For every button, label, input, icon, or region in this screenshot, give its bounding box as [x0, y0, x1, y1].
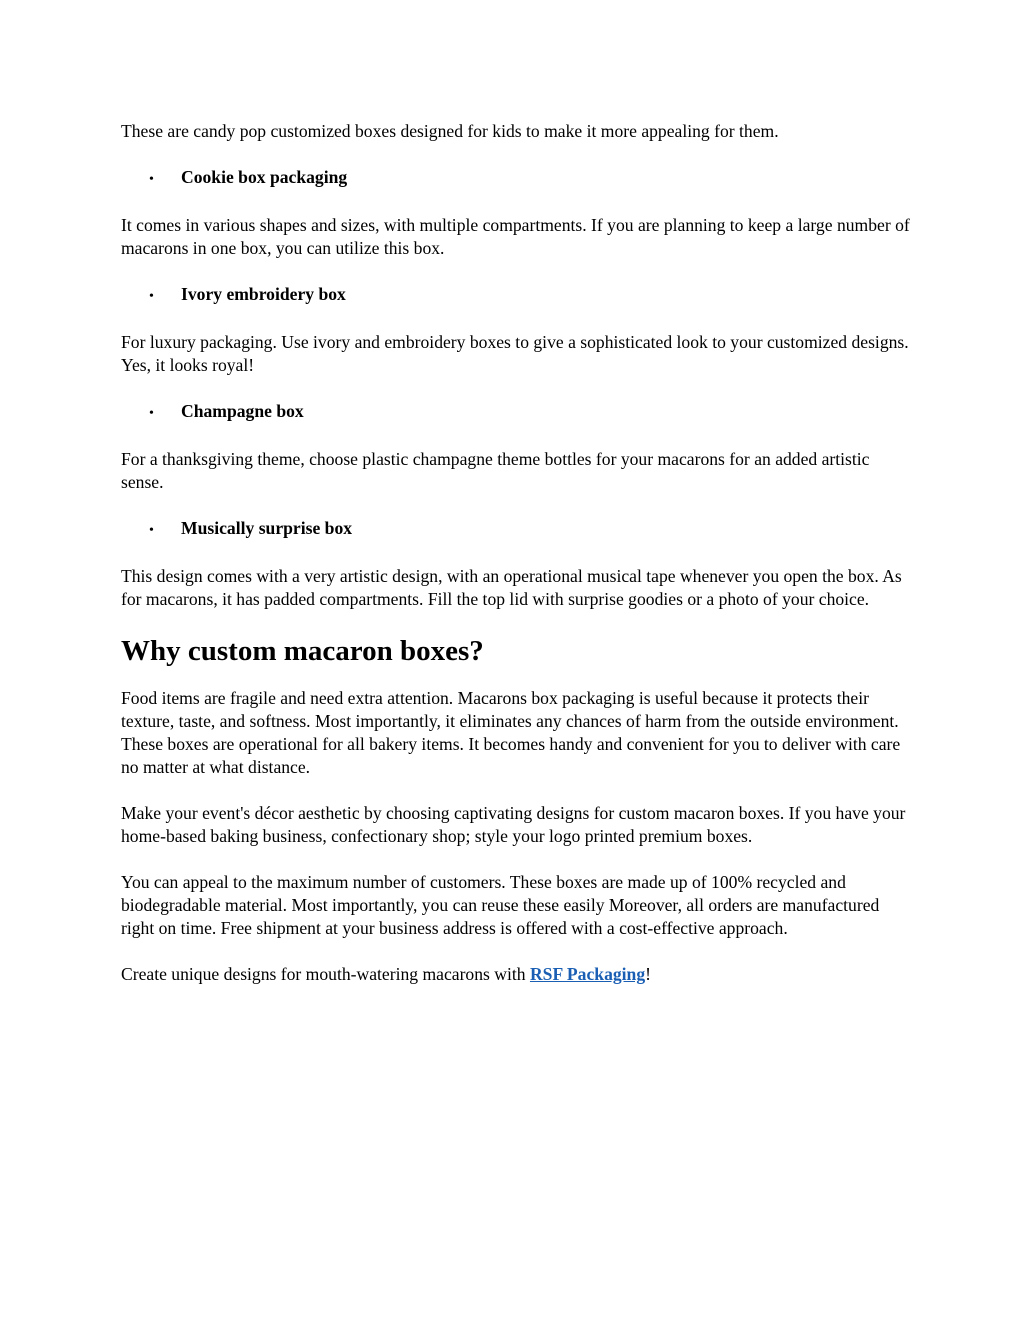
- item-description: It comes in various shapes and sizes, with multiple compartments. If you are planning to keep a large number of macarons in one box, you can utilize this box.: [121, 215, 910, 258]
- rsf-packaging-link[interactable]: RSF Packaging: [529, 964, 646, 984]
- body-paragraph: Make your event's décor aesthetic by choosing captivating designs for custom macaron boxes. If you have your home-based baking business, confectionary shop; style your logo printed premium boxes.: [121, 803, 906, 846]
- section-heading: Why custom macaron boxes?: [121, 635, 484, 667]
- bullet-icon: •: [149, 523, 154, 538]
- bullet-item-ivory-box: [121, 283, 911, 308]
- bullet-item-champagne-box: [121, 400, 911, 425]
- document-page: [121, 120, 911, 1009]
- item-description: For a thanksgiving theme, choose plastic champagne theme bottles for your macarons for an added artistic sense.: [121, 449, 870, 492]
- bullet-icon: •: [149, 406, 154, 421]
- bullet-title: Musically surprise box: [181, 518, 353, 538]
- item-description: This design comes with a very artistic design, with an operational musical tape whenever you open the box. As for macarons, it has padded compartments. Fill the top lid with surprise goodies or a photo of your choice.: [121, 566, 902, 609]
- bullet-item-cookie-box: [121, 166, 911, 191]
- bullet-title: Cookie box packaging: [181, 167, 348, 187]
- bullet-icon: •: [149, 289, 154, 304]
- bullet-item-musical-box: [121, 517, 911, 542]
- body-paragraph: Food items are fragile and need extra attention. Macarons box packaging is useful because it protects their texture, taste, and softness. Most importantly, it eliminates any chances of harm from the outside environment. These boxes are operational for all bakery items. It becomes handy and convenient for you to deliver with care no matter at what distance.: [121, 688, 901, 777]
- bullet-title: Champagne box: [181, 401, 304, 421]
- body-paragraph: You can appeal to the maximum number of customers. These boxes are made up of 100% recycled and biodegradable material. Most importantly, you can reuse these easily Moreover, all orders are manufactured right on time. Free shipment at your business address is offered with a cost-effective approach.: [121, 872, 880, 938]
- closing-paragraph: [121, 963, 911, 986]
- item-description: For luxury packaging. Use ivory and embroidery boxes to give a sophisticated look to your customized designs. Yes, it looks royal!: [121, 332, 909, 375]
- closing-text: Create unique designs for mouth-watering macarons with: [121, 964, 530, 984]
- bullet-title: Ivory embroidery box: [181, 284, 346, 304]
- bullet-icon: •: [149, 172, 154, 187]
- intro-paragraph: These are candy pop customized boxes designed for kids to make it more appealing for them.: [121, 121, 779, 141]
- closing-punctuation: !: [645, 964, 651, 984]
